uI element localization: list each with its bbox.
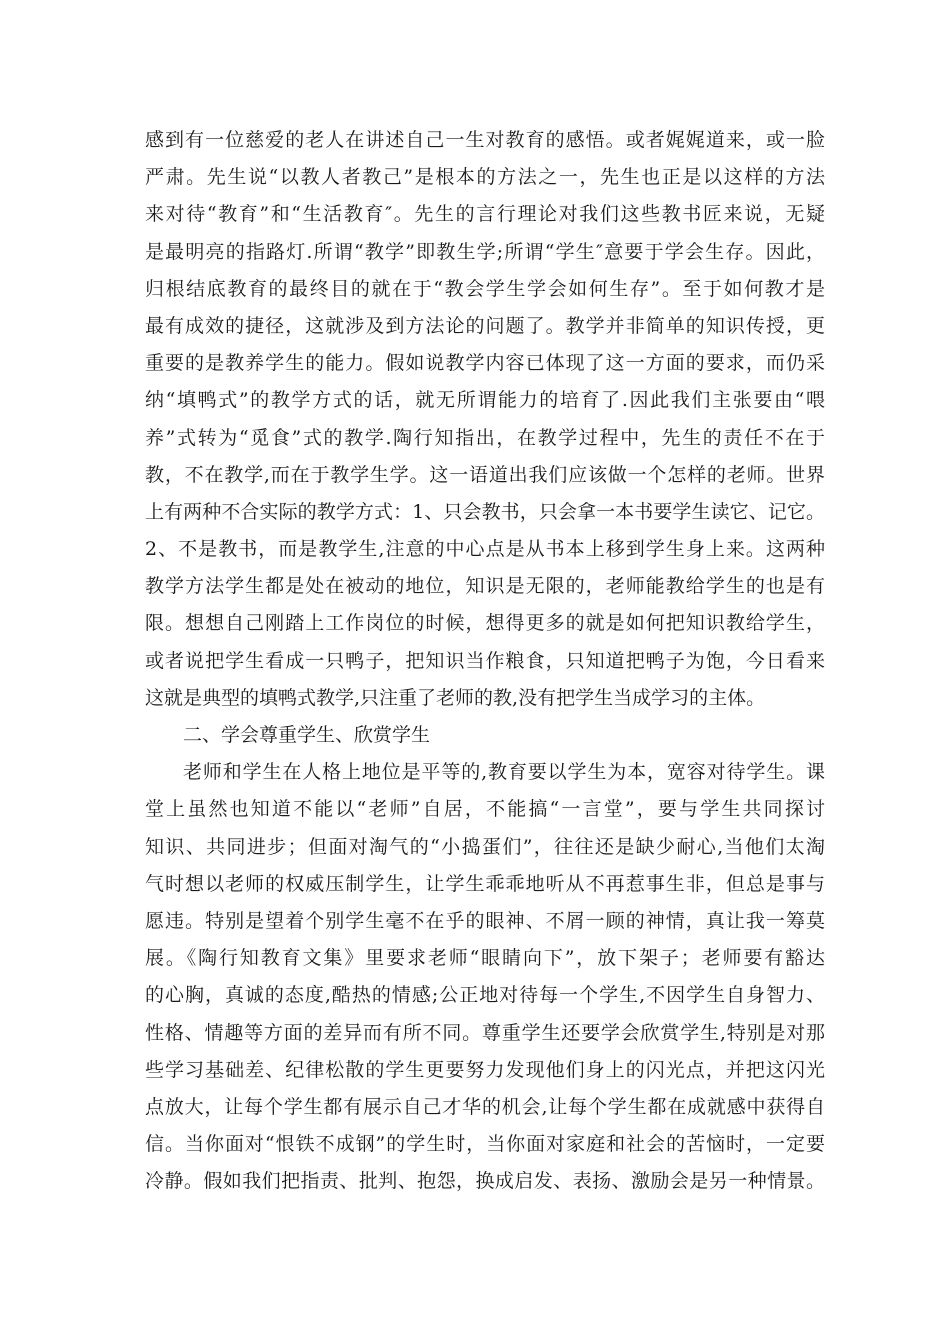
text-line: 气时想以老师的权威压制学生，让学生乖乖地听从不再惹事生非，但总是事与 — [145, 872, 825, 895]
text-line: 愿违。特别是望着个别学生毫不在乎的眼神、不屑一顾的神情，真让我一筹莫 — [145, 909, 825, 932]
text-line: 教，不在教学,而在于教学生学。这一语道出我们应该做一个怎样的老师。世界 — [145, 463, 825, 486]
text-line: 纳“填鸭式”的教学方式的话，就无所谓能力的培育了.因此我们主张要由“喂 — [145, 389, 825, 412]
text-line: 上有两种不合实际的教学方式：1、只会教书，只会拿一本书要学生读它、记它。 — [145, 500, 825, 523]
text-line: 堂上虽然也知道不能以“老师”自居，不能搞“一言堂”，要与学生共同探讨 — [145, 798, 825, 821]
text-line: 重要的是教养学生的能力。假如说教学内容已体现了这一方面的要求，而仍采 — [145, 352, 825, 375]
text-line: 是最明亮的指路灯.所谓“教学”即教生学;所谓“学生″意要于学会生存。因此， — [145, 240, 825, 263]
text-line: 点放大，让每个学生都有展示自己才华的机会,让每个学生都在成就感中获得自 — [145, 1095, 825, 1118]
text-line: 感到有一位慈爱的老人在讲述自己一生对教育的感悟。或者娓娓道来，或一脸 — [145, 129, 825, 151]
text-line: 冷静。假如我们把指责、批判、抱怨，换成启发、表扬、激励会是另一种情景。 — [145, 1170, 825, 1193]
text-line: 信。当你面对“恨铁不成钢”的学生时，当你面对家庭和社会的苦恼时，一定要 — [145, 1133, 825, 1156]
text-line: 最有成效的捷径，这就涉及到方法论的问题了。教学并非简单的知识传授，更 — [145, 314, 825, 337]
text-line: 性格、情趣等方面的差异而有所不同。尊重学生还要学会欣赏学生,特别是对那 — [145, 1021, 825, 1044]
text-line: 限。想想自己刚踏上工作岗位的时候，想得更多的就是如何把知识教给学生， — [145, 612, 825, 635]
text-line: 养”式转为“觅食”式的教学.陶行知指出，在教学过程中，先生的责任不在于 — [145, 426, 825, 449]
text-line: 的心胸，真诚的态度,酷热的情感;公正地对待每一个学生,不因学生自身智力、 — [145, 984, 825, 1007]
text-line: 些学习基础差、纪律松散的学生更要努力发现他们身上的闪光点，并把这闪光 — [145, 1058, 825, 1081]
section-heading: 二、学会尊重学生、欣赏学生 — [183, 724, 431, 746]
text-line: 归根结底教育的最终目的就在于“教会学生学会如何生存”。至于如何教才是 — [145, 277, 825, 300]
text-line: 2、不是教书，而是教学生,注意的中心点是从书本上移到学生身上来。这两种 — [145, 538, 825, 561]
text-line: 或者说把学生看成一只鸭子，把知识当作粮食，只知道把鸭子为饱，今日看来 — [145, 649, 825, 672]
document-body — [145, 122, 825, 1200]
text-line: 来对待“教育”和“生活教育″。先生的言行理论对我们这些教书匠来说，无疑 — [145, 203, 825, 226]
paragraph-end-line: 这就是典型的填鸭式教学,只注重了老师的教,没有把学生当成学习的主体。 — [145, 686, 766, 709]
text-line: 教学方法学生都是处在被动的地位，知识是无限的，老师能教给学生的也是有 — [145, 575, 825, 598]
text-line: 展。《陶行知教育文集》里要求老师“眼睛向下”，放下架子；老师要有豁达 — [145, 947, 825, 970]
paragraph-first-line: 老师和学生在人格上地位是平等的,教育要以学生为本，宽容对待学生。课 — [183, 761, 825, 784]
text-line: 知识、共同进步；但面对淘气的“小捣蛋们”，往往还是缺少耐心,当他们太淘 — [145, 835, 825, 858]
text-line: 严肃。先生说“以教人者教己”是根本的方法之一，先生也正是以这样的方法 — [145, 166, 825, 189]
